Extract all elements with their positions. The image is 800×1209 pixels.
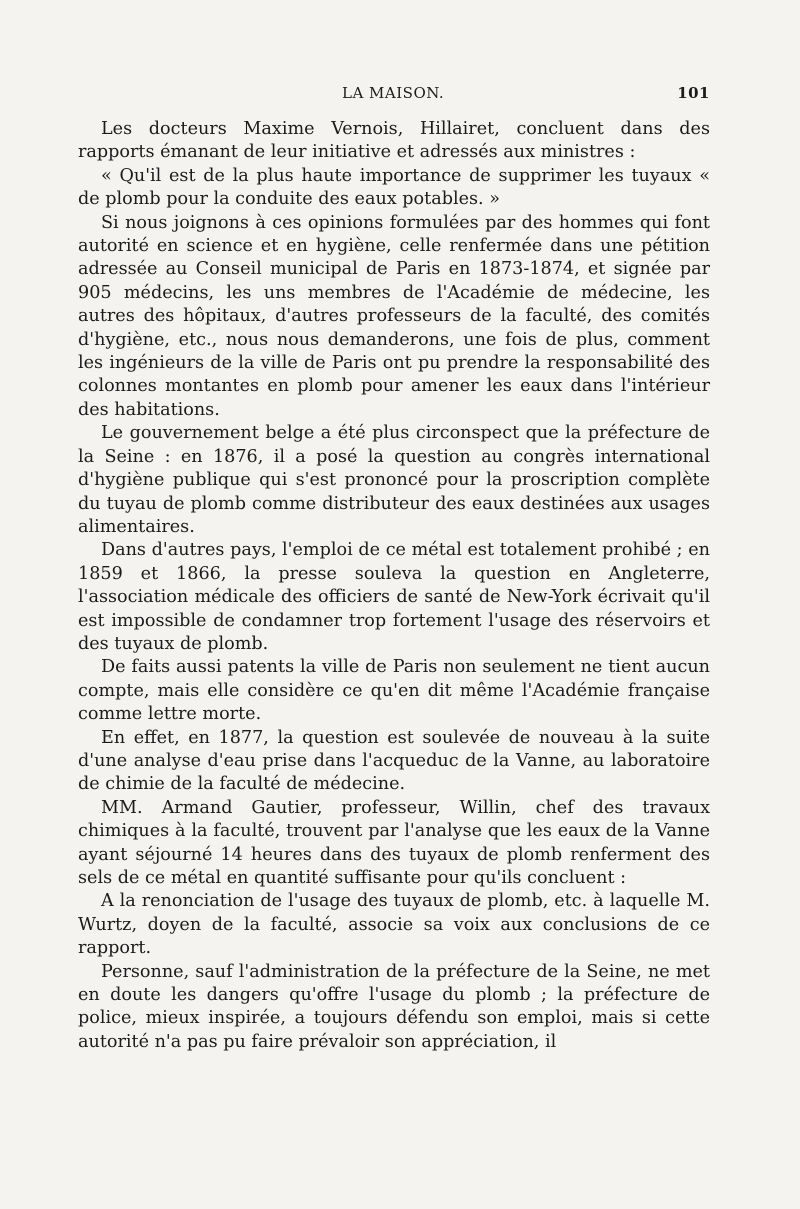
paragraph: Les docteurs Maxime Vernois, Hillairet, concluent dans des rapports émanant de leur initiative et adressés aux ministres : [78, 119, 710, 163]
paragraph-quote: « Qu'il est de la plus haute importance de supprimer les tuyaux « de plomb pour la conduite des eaux potables. » [78, 165, 710, 210]
paragraph: A la renonciation de l'usage des tuyaux de plomb, etc. à laquelle M. Wurtz, doyen de la faculté, associe sa voix aux conclusions de ce rapport. [78, 891, 710, 959]
running-head [78, 84, 710, 110]
page-number: 101 [677, 84, 710, 102]
chapter-title: LA MAISON. [342, 84, 445, 102]
paragraph: MM. Armand Gautier, professeur, Willin, chef des travaux chimiques à la faculté, trouvent par l'analyse que les eaux de la Vanne ayant séjourné 14 heures dans des tuyaux de plomb renferment des sels de ce métal en quantité suffisante pour qu'ils concluent : [78, 797, 710, 888]
paragraph: Si nous joignons à ces opinions formulées par des hommes qui font autorité en science et en hygiène, celle renfermée dans une pétition adressée au Conseil municipal de Paris en 1873-1874, et signée par 905 médecins, les uns membres de l'Académie de médecine, les autres des hôpitaux, d'autres professeurs de la faculté, des comités d'hygiène, etc., nous nous demanderons, une fois de plus, comment les ingénieurs de la ville de Paris ont pu prendre la responsabilité des colonnes montantes en plomb pour amener les eaux dans l'intérieur des habitations. [78, 212, 710, 420]
body-text [78, 118, 710, 1054]
paragraph: Le gouvernement belge a été plus circonspect que la préfecture de la Seine : en 1876, il a posé la question au congrès international d'hygiène publique qui s'est prononcé pour la proscription complète du tuyau de plomb comme distributeur des eaux destinées aux usages alimentaires. [78, 423, 710, 537]
paragraph: Personne, sauf l'administration de la préfecture de la Seine, ne met en doute les dangers qu'offre l'usage du plomb ; la préfecture de police, mieux inspirée, a toujours défendu son emploi, mais si cette autorité n'a pas pu faire prévaloir son appréciation, il [78, 961, 710, 1052]
book-page [78, 84, 710, 1054]
paragraph: De faits aussi patents la ville de Paris non seulement ne tient aucun compte, mais elle considère ce qu'en dit même l'Académie française comme lettre morte. [78, 657, 710, 725]
paragraph: Dans d'autres pays, l'emploi de ce métal est totalement prohibé ; en 1859 et 1866, la presse souleva la question en Angleterre, l'association médicale des officiers de santé de New-York écrivait qu'il est impossible de condamner trop fortement l'usage des réservoirs et des tuyaux de plomb. [78, 540, 710, 654]
paragraph: En effet, en 1877, la question est soulevée de nouveau à la suite d'une analyse d'eau prise dans l'acqueduc de la Vanne, au laboratoire de chimie de la faculté de médecine. [78, 727, 710, 795]
